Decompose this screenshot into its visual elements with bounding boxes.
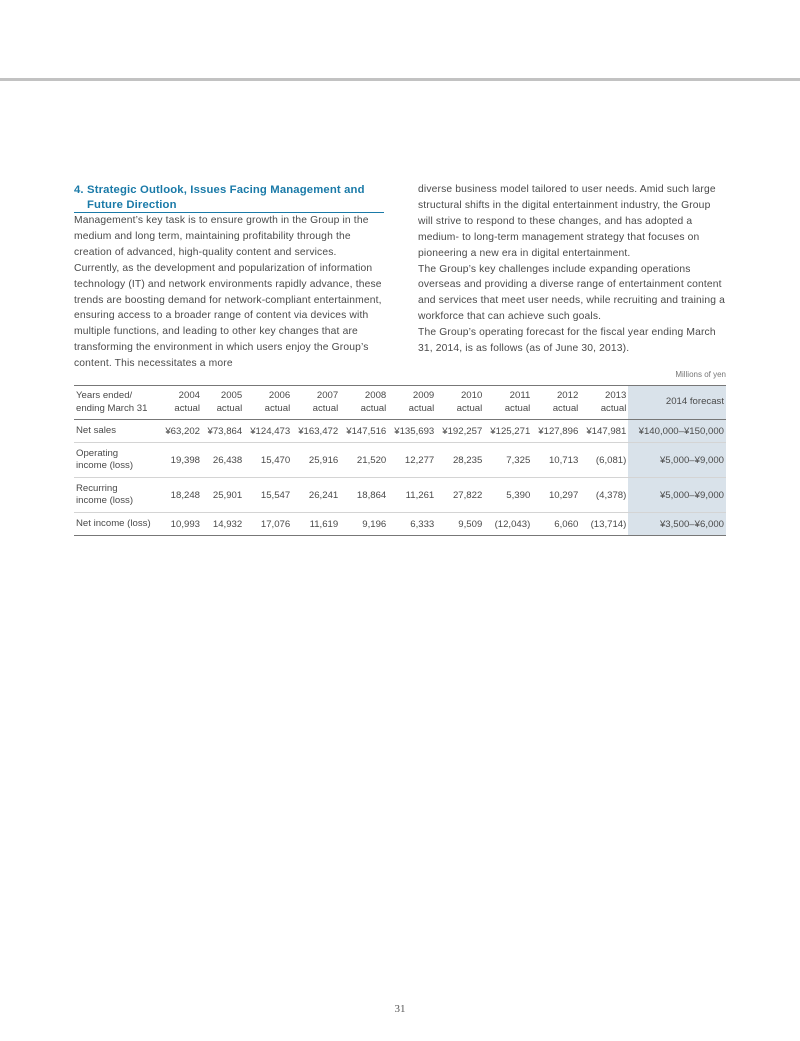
header-label-line2: ending March 31 [76,402,148,414]
table-cell: 10,713 [532,443,580,478]
year-label: 2010 [460,390,483,401]
year-label: 2008 [364,390,387,401]
table-cell: 17,076 [244,513,292,536]
header-rule [0,78,800,81]
kind-label: actual [312,402,339,414]
kind-label: actual [408,402,435,414]
row-label [74,443,160,478]
kind-label: actual [552,402,579,414]
table-cell: 25,916 [292,443,340,478]
table-cell: 15,547 [244,478,292,513]
table-cell: 11,619 [292,513,340,536]
table-cell: ¥125,271 [484,420,532,443]
table-cell: (12,043) [484,513,532,536]
table-cell: 12,277 [388,443,436,478]
table-cell: ¥147,981 [580,420,628,443]
table-row [74,478,726,513]
year-label: 2013 [604,390,627,401]
kind-label: actual [174,402,200,414]
table-row [74,443,726,478]
section-title-line2: Future Direction [87,198,177,211]
left-column [74,183,384,372]
forecast-header: 2014 forecast [628,386,726,420]
table-cell: 6,060 [532,513,580,536]
row-label-line2: income (loss) [76,460,134,471]
table-cell: ¥124,473 [244,420,292,443]
financial-table [74,385,726,536]
year-header [388,386,436,420]
table-row [74,513,726,536]
table-cell: 10,993 [160,513,202,536]
page-number: 31 [394,1003,406,1015]
forecast-cell: ¥3,500–¥6,000 [628,513,726,536]
kind-label: actual [456,402,483,414]
table-header-row [74,386,726,420]
row-label-line1: Recurring [76,482,118,494]
body-paragraph: diverse business model tailored to user needs. Amid such large structural shifts in the digital entertainment industry, the Group will strive to respond to these changes, and has adopted a medium- to long-term management strategy that focuses on pioneering a new era in digital entertainment. [418,184,716,259]
table-cell: ¥192,257 [436,420,484,443]
row-label [74,478,160,513]
section-number: 4. [74,184,84,196]
table-cell: 11,261 [388,478,436,513]
table-cell: 14,932 [202,513,244,536]
year-header [532,386,580,420]
table-cell: 28,235 [436,443,484,478]
table-cell: ¥147,516 [340,420,388,443]
row-label [74,420,160,443]
year-header [292,386,340,420]
kind-label: actual [504,402,531,414]
table-cell: 25,901 [202,478,244,513]
forecast-cell: ¥5,000–¥9,000 [628,443,726,478]
table-cell: 26,241 [292,478,340,513]
year-label: 2012 [556,390,579,401]
year-header [202,386,244,420]
table-cell: (4,378) [580,478,628,513]
right-column [418,182,728,357]
year-label: 2007 [316,390,339,401]
table-cell: (13,714) [580,513,628,536]
kind-label: actual [264,402,291,414]
row-label-line1: Operating [76,447,119,459]
row-label [74,513,160,536]
kind-label: actual [216,402,243,414]
section-heading [74,183,384,213]
row-label-line2: income (loss) [76,495,134,506]
year-header [340,386,388,420]
forecast-cell: ¥140,000–¥150,000 [628,420,726,443]
year-header [160,386,202,420]
row-label-line1: Net income (loss) [76,517,151,529]
table-cell: 7,325 [484,443,532,478]
year-header [484,386,532,420]
unit-note: Millions of yen [675,370,726,379]
year-header [580,386,628,420]
table-cell: 18,864 [340,478,388,513]
table-cell: (6,081) [580,443,628,478]
header-label-line1: Years ended/ [76,390,133,401]
kind-label: actual [600,402,627,414]
table-row [74,420,726,443]
header-label [74,386,160,420]
section-title-line1: Strategic Outlook, Issues Facing Management and [87,184,365,196]
body-paragraph: The Group’s key challenges include expanding operations overseas and providing a diverse range of entertainment content and services that meet user needs, while recruiting and training a workforce that can achieve such goals. [418,263,725,323]
table-cell: ¥135,693 [388,420,436,443]
table-cell: 15,470 [244,443,292,478]
table-cell: ¥127,896 [532,420,580,443]
forecast-cell: ¥5,000–¥9,000 [628,478,726,513]
table-cell: ¥73,864 [202,420,244,443]
row-label-line1: Net sales [76,424,116,436]
year-header [436,386,484,420]
table-cell: ¥163,472 [292,420,340,443]
table-cell: 19,398 [160,443,202,478]
year-label: 2009 [412,390,435,401]
year-label: 2006 [268,390,291,401]
body-paragraph: Management’s key task is to ensure growth in the Group in the medium and long term, maintaining profitability through the creation of advanced, high-quality content and services. Currently, as the development and popularization of information technology (IT) and network environments rapidly advance, these trends are boosting demand for network-compliant entertainment, ensuring access to a broader range of content via devices with multiple functions, and leading to other key changes that are transforming the environment in which users enjoy the Group’s content. This necessitates a more [74,215,382,370]
table-cell: 9,509 [436,513,484,536]
year-header [244,386,292,420]
year-label: 2011 [509,390,531,401]
table-cell: 5,390 [484,478,532,513]
kind-label: actual [360,402,387,414]
table-cell: 10,297 [532,478,580,513]
body-paragraph: The Group’s operating forecast for the fiscal year ending March 31, 2014, is as follows (as of June 30, 2013). [418,327,716,355]
table-cell: 21,520 [340,443,388,478]
year-label: 2004 [178,390,200,401]
table-cell: 18,248 [160,478,202,513]
table-cell: 6,333 [388,513,436,536]
table-cell: ¥63,202 [160,420,202,443]
table-cell: 27,822 [436,478,484,513]
table-cell: 26,438 [202,443,244,478]
table-cell: 9,196 [340,513,388,536]
year-label: 2005 [220,390,243,401]
